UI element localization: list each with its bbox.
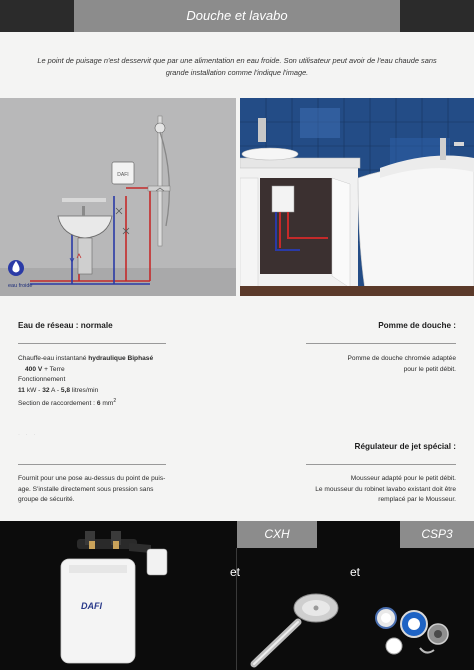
water-heater-product [55, 527, 185, 667]
spec-section-value: 6 [96, 400, 101, 408]
spec-earth: + Terre [42, 365, 65, 373]
spec-voltage: 400 V [25, 365, 43, 373]
brand-logo: DAFI [81, 601, 102, 611]
tab-cxh: CXH [237, 521, 317, 548]
intro-line-2: grande installation comme l'indique l'image. [165, 68, 309, 77]
spec-current-unit: A - [49, 386, 61, 394]
right-divider-2 [306, 464, 456, 465]
jet-regulator-line-3: remplacé par le Mousseur. [378, 496, 456, 503]
bathroom-photo-drawing [240, 98, 474, 296]
svg-text:DAFI: DAFI [117, 172, 129, 178]
bathroom-photo [240, 98, 474, 296]
jet-regulator-heading: Régulateur de jet spécial : [354, 442, 456, 451]
installation-diagram-drawing [0, 98, 236, 296]
et-label-1: et [230, 565, 241, 579]
header-dark-block-right [400, 0, 474, 32]
shower-head-line-1: Pomme de douche chromée adaptée [347, 355, 456, 362]
right-divider [306, 343, 456, 344]
intro-text [22, 55, 452, 79]
spec-flow-unit: litres/min [70, 386, 99, 394]
spec-current: 32 [42, 386, 50, 394]
tab-csp3: CSP3 [400, 521, 474, 548]
technical-specs [18, 354, 153, 410]
decorative-dots: · · · [18, 432, 38, 438]
install-line-1: Fournit pour une pose au-dessus du point de puis- [18, 475, 166, 482]
left-divider-2 [18, 464, 166, 465]
spec-section-exponent: 2 [113, 398, 117, 404]
jet-regulator-description [315, 474, 456, 506]
jet-regulator-line-1: Mousseur adapté pour le petit débit. [350, 475, 456, 482]
left-divider [18, 343, 166, 344]
shower-head-description [347, 354, 456, 375]
left-heading: Eau de réseau : normale [18, 321, 113, 330]
install-description [18, 474, 165, 506]
header-dark-block-left [0, 0, 74, 32]
spec-section-label: Section de raccordement : [18, 400, 97, 408]
install-line-2: age. S'installe directement sous pression sans [18, 485, 154, 493]
spec-line-4 [18, 386, 153, 397]
shower-head-line-2: pour le petit débit. [403, 365, 456, 373]
spec-line-3: Fonctionnement [18, 376, 66, 383]
et-label-2: et [350, 565, 361, 579]
spec-heater-label: Chauffe-eau instantané [18, 355, 89, 362]
spec-line-1 [18, 354, 153, 365]
page-header [0, 0, 474, 32]
aerator-product [370, 602, 474, 668]
spec-power: 11 [18, 386, 25, 394]
spec-flow: 5,8 [60, 386, 71, 394]
spec-line-2 [18, 365, 153, 376]
intro-line-1: Le point de puisage n'est desservit que par une alimentation en eau froide. Son utilisateur peut avoir de l'eau chaude sans [37, 56, 437, 65]
shower-head-product [246, 586, 346, 670]
spec-line-5 [18, 396, 153, 410]
eau-froide-label: eau froide [8, 283, 33, 289]
shower-head-heading: Pomme de douche : [378, 321, 456, 330]
installation-diagram [0, 98, 236, 296]
spec-heater-type: hydraulique Biphasé [88, 355, 154, 362]
jet-regulator-line-2: Le mousseur du robinet lavabo existant doit être [315, 485, 456, 493]
page-title: Douche et lavabo [186, 8, 288, 23]
spec-power-unit: kW - [24, 386, 43, 394]
install-line-3: groupe de sécurité. [18, 496, 75, 503]
spec-section-unit: mm [100, 400, 114, 408]
